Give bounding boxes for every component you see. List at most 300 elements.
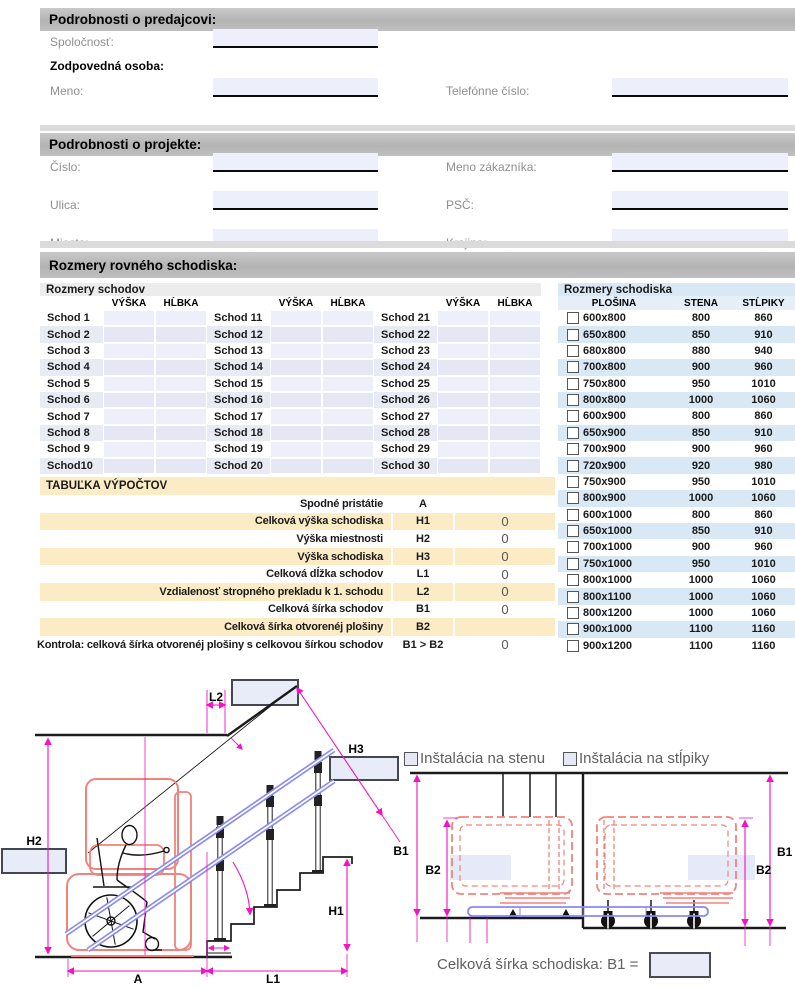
platform-size-cell (558, 623, 670, 635)
stair-label: Schod 30 (374, 458, 437, 474)
platform-size-label: 800x1000 (583, 574, 632, 587)
platform-size-label: 900x1000 (583, 623, 632, 636)
stair-depth-input[interactable] (155, 376, 207, 392)
stair-height-input[interactable] (270, 376, 322, 392)
name-input[interactable] (213, 78, 378, 97)
platform-size-checkbox[interactable] (567, 329, 579, 341)
platform-size-label: 800x1100 (583, 590, 632, 603)
dim-label-b1: B1 (393, 844, 409, 858)
customer-label: Meno zákazníka: (446, 160, 537, 174)
number-input[interactable] (213, 153, 378, 172)
calc-row-label-text: Kontrola: celková šírka otvorenéj plošiny s celkovou šírkou schodov (36, 638, 383, 651)
calc-row (40, 530, 555, 548)
platform-size-cell (558, 410, 670, 422)
stair-depth-input[interactable] (489, 310, 541, 326)
stair-height-input[interactable] (437, 343, 489, 359)
platform-row (558, 392, 795, 408)
stair-height-input[interactable] (103, 408, 155, 424)
platform-size-label: 700x800 (583, 361, 626, 374)
platform-row (558, 539, 795, 555)
zip-input[interactable] (612, 191, 788, 210)
stair-height-input[interactable] (103, 343, 155, 359)
stair-label: Schod 9 (47, 443, 90, 456)
dim-label-b1-right: B1 (777, 845, 793, 859)
platform-row (558, 621, 795, 637)
platform-size-checkbox[interactable] (567, 525, 579, 537)
dim-label-b2-left: B2 (425, 863, 441, 877)
platform-row (558, 588, 795, 604)
calc-row-value[interactable]: 0 (501, 566, 509, 582)
platform-size-checkbox[interactable] (567, 640, 579, 652)
platform-size-label: 650x1000 (583, 525, 632, 538)
stair-height-input[interactable] (103, 458, 155, 474)
platform-size-label: 700x1000 (583, 541, 632, 554)
street-label: Ulica: (50, 198, 81, 212)
platform-stena-value: 900 (691, 443, 711, 456)
platform-stlpiky-value: 1060 (751, 574, 776, 587)
calc-row (40, 548, 555, 566)
spacer (40, 296, 103, 310)
divider-strip (40, 241, 795, 248)
stair-depth-input[interactable] (489, 408, 541, 424)
platform-size-checkbox[interactable] (567, 476, 579, 488)
calculation-table (36, 477, 555, 653)
platform-size-cell (558, 329, 670, 341)
platform-row (558, 441, 795, 457)
stair-height-input[interactable] (437, 359, 489, 375)
calc-row (40, 601, 555, 619)
calc-row-label (40, 513, 393, 531)
stair-height-input[interactable] (103, 359, 155, 375)
calc-row (40, 513, 555, 531)
calc-row-value[interactable]: 0 (501, 584, 509, 600)
zip-label: PSČ: (446, 198, 475, 212)
phone-label: Telefónne číslo: (446, 84, 530, 98)
col-header-vyska: VÝŠKA (278, 297, 314, 309)
number-label: Číslo: (50, 160, 81, 174)
platform-stena-value: 900 (691, 361, 711, 374)
platform-size-cell (558, 640, 670, 652)
stair-label: Schod 21 (381, 312, 430, 325)
platform-stlpiky-value: 1060 (751, 394, 776, 407)
stair-row (40, 376, 541, 392)
stair-label: Schod 12 (207, 326, 270, 342)
stair-height-input[interactable] (103, 441, 155, 457)
stair-label: Schod 24 (374, 359, 437, 375)
platform-size-checkbox[interactable] (567, 591, 579, 603)
platform-stlpiky-value: 1060 (751, 590, 776, 603)
divider-strip (40, 125, 795, 131)
stair-depth-input[interactable] (322, 326, 374, 342)
project-section-header: Podrobnosti o projekte: (40, 133, 795, 156)
platform-stlpiky-value: 910 (754, 426, 773, 439)
stair-height-input[interactable] (270, 343, 322, 359)
stair-height-input[interactable] (270, 408, 322, 424)
stair-depth-input[interactable] (489, 458, 541, 474)
stair-height-input[interactable] (103, 425, 155, 441)
stair-label: Schod 17 (214, 410, 263, 423)
calc-row-code: A (393, 495, 455, 513)
stair-depth-input[interactable] (489, 326, 541, 342)
stair-height-input[interactable] (103, 376, 155, 392)
stair-label: Schod 16 (207, 392, 270, 408)
platform-size-cell (558, 312, 670, 324)
stair-depth-input[interactable] (155, 343, 207, 359)
platform-size-checkbox[interactable] (567, 427, 579, 439)
calc-row-code: B1 > B2 (393, 636, 455, 654)
platform-size-label: 750x900 (583, 475, 626, 488)
stair-height-input[interactable] (437, 408, 489, 424)
platform-stlpiky-value: 860 (754, 410, 773, 423)
stair-label: Schod 6 (40, 392, 103, 408)
stair-label: Schod 5 (47, 377, 90, 390)
stair-depth-input[interactable] (155, 359, 207, 375)
platform-size-cell (558, 361, 670, 373)
platform-stlpiky-value: 1010 (751, 377, 776, 390)
platform-row (558, 638, 795, 654)
stair-depth-input[interactable] (322, 359, 374, 375)
calc-row-code: H3 (393, 548, 455, 566)
stair-label: Schod 8 (40, 425, 103, 441)
platform-size-checkbox[interactable] (567, 378, 579, 390)
b2-left-input-box[interactable] (450, 855, 511, 880)
platform-size-checkbox[interactable] (567, 460, 579, 472)
platform-table-header (558, 296, 795, 310)
platform-size-checkbox[interactable] (567, 492, 579, 504)
stair-depth-input[interactable] (322, 458, 374, 474)
stair-height-input[interactable] (437, 392, 489, 408)
calc-row-label (40, 601, 393, 619)
platform-size-cell (558, 460, 670, 472)
stair-height-input[interactable] (270, 359, 322, 375)
calc-row (40, 565, 555, 583)
calc-row-value[interactable]: 0 (501, 531, 509, 547)
platform-stena-value: 800 (691, 312, 711, 325)
platform-size-checkbox[interactable] (567, 541, 579, 553)
stair-depth-input[interactable] (322, 425, 374, 441)
calc-table-title: TABUĽKA VÝPOČTOV (40, 477, 555, 495)
stair-depth-input[interactable] (155, 458, 207, 474)
col-header-hlbka: HĹBKA (497, 297, 533, 309)
platform-table-title: Rozmery schodiska (558, 283, 795, 296)
stair-height-input[interactable] (270, 425, 322, 441)
stair-height-input[interactable] (437, 310, 489, 326)
platform-size-label: 650x800 (583, 328, 626, 341)
h2-input-box[interactable] (2, 849, 66, 873)
stair-depth-input[interactable] (489, 441, 541, 457)
stair-height-input[interactable] (103, 392, 155, 408)
platform-row (558, 572, 795, 588)
platform-size-checkbox[interactable] (567, 394, 579, 406)
platform-stlpiky-value: 940 (754, 344, 773, 357)
platform-stlpiky-value: 860 (754, 508, 773, 521)
calc-row-code: L2 (393, 583, 455, 601)
stair-height-input[interactable] (270, 441, 322, 457)
install-posts-label: Inštalácia na stĺpiky (579, 750, 710, 767)
platform-size-cell (558, 525, 670, 537)
platform-size-cell (558, 378, 670, 390)
calc-row-label-text: Výška schodiska (297, 550, 383, 563)
platform-size-cell (558, 574, 670, 586)
platform-row (558, 326, 795, 342)
platform-size-checkbox[interactable] (567, 345, 579, 357)
platform-size-label: 900x1200 (583, 639, 632, 652)
platform-stlpiky-value: 910 (754, 328, 773, 341)
stair-label: Schod10 (40, 458, 103, 474)
spacer (374, 296, 437, 310)
platform-size-label: 800x800 (583, 394, 626, 407)
platform-size-label: 750x1000 (583, 557, 632, 570)
platform-size-label: 600x1000 (583, 508, 632, 521)
platform-size-label: 800x1200 (583, 606, 632, 619)
platform-size-label: 720x900 (583, 459, 626, 472)
platform-stena-value: 1000 (688, 574, 714, 587)
stair-height-input[interactable] (437, 441, 489, 457)
col-header-hlbka: HĹBKA (163, 297, 199, 309)
platform-stlpiky-value: 910 (754, 525, 773, 538)
stair-label: Schod 29 (381, 443, 430, 456)
stair-depth-input[interactable] (322, 408, 374, 424)
platform-stena-value: 1100 (689, 639, 713, 652)
platform-size-checkbox[interactable] (567, 361, 579, 373)
calc-row-label (40, 618, 393, 636)
platform-stlpiky-value: 1010 (751, 475, 776, 488)
calc-row (36, 636, 555, 654)
stair-depth-input[interactable] (155, 310, 207, 326)
platform-size-cell (558, 607, 670, 619)
platform-stena-value: 950 (691, 557, 711, 570)
platform-row (558, 310, 795, 326)
spacer (207, 296, 270, 310)
technical-drawing (0, 655, 795, 989)
calc-row-code: H2 (393, 530, 455, 548)
calc-row-code: L1 (393, 565, 455, 583)
company-label: Spoločnosť: (50, 35, 114, 49)
platform-size-cell (558, 476, 670, 488)
stair-depth-input[interactable] (489, 359, 541, 375)
company-input[interactable] (213, 29, 378, 48)
calc-row-value[interactable]: 0 (501, 513, 509, 529)
platform-size-label: 750x800 (583, 377, 626, 390)
responsible-person-label: Zodpovedná osoba: (50, 59, 164, 73)
platform-size-checkbox[interactable] (567, 312, 579, 324)
stair-depth-input[interactable] (155, 326, 207, 342)
platform-size-label: 600x800 (583, 312, 626, 325)
customer-input[interactable] (612, 153, 788, 172)
stair-height-input[interactable] (270, 458, 322, 474)
platform-size-cell (558, 509, 670, 521)
stair-height-input[interactable] (103, 326, 155, 342)
calc-row-code: H1 (393, 513, 455, 531)
platform-size-checkbox[interactable] (567, 509, 579, 521)
stair-label: Schod 1 (47, 312, 90, 325)
phone-input[interactable] (612, 78, 788, 97)
platform-stena-value: 850 (691, 426, 711, 439)
platform-stena-value: 1000 (688, 590, 714, 603)
platform-stena-value: 920 (691, 459, 711, 472)
calc-row-label (40, 565, 393, 583)
platform-row (558, 376, 795, 392)
castor-wheels (601, 911, 701, 929)
stair-depth-input[interactable] (155, 392, 207, 408)
h3-input-box[interactable] (330, 757, 398, 780)
calc-row-value[interactable]: 0 (501, 601, 509, 617)
platform-stlpiky-value: 960 (754, 443, 773, 456)
dim-label-h1: H1 (328, 904, 344, 918)
install-wall-label: Inštalácia na stenu (420, 750, 546, 767)
stair-depth-input[interactable] (155, 425, 207, 441)
stair-row (40, 343, 541, 359)
stair-label: Schod 7 (47, 410, 90, 423)
platform-stena-value: 1000 (688, 606, 714, 619)
staircase-section-header: Rozmery rovného schodiska: (40, 252, 795, 278)
calc-row-value[interactable]: 0 (501, 637, 509, 653)
platform-size-cell (558, 345, 670, 357)
calc-row (40, 583, 555, 601)
dim-label-a: A (133, 972, 143, 986)
platform-size-checkbox[interactable] (567, 410, 579, 422)
stair-depth-input[interactable] (155, 441, 207, 457)
calc-row-code: B2 (393, 618, 455, 636)
stair-height-input[interactable] (270, 310, 322, 326)
stair-depth-input[interactable] (489, 392, 541, 408)
stair-depth-input[interactable] (322, 343, 374, 359)
stair-label: Schod 11 (214, 312, 263, 325)
platform-size-label: 600x900 (583, 410, 626, 423)
platform-stlpiky-value: 1010 (751, 557, 776, 570)
dim-label-l2: L2 (208, 690, 224, 704)
stair-depth-input[interactable] (322, 392, 374, 408)
stair-label: Schod 13 (214, 344, 263, 357)
stair-depth-input[interactable] (489, 343, 541, 359)
platform-stlpiky-value: 860 (754, 312, 773, 325)
handrail-posts (214, 751, 324, 942)
total-width-caption: Celková šírka schodiska: B1 = (437, 956, 639, 973)
platform-stena-value: 850 (691, 328, 711, 341)
stair-height-input[interactable] (270, 392, 322, 408)
stair-height-input[interactable] (103, 310, 155, 326)
col-header-vyska: VÝŠKA (445, 297, 481, 309)
stair-label: Schod 18 (207, 425, 270, 441)
platform-stena-value: 950 (691, 475, 711, 488)
platform-size-checkbox[interactable] (567, 574, 579, 586)
platform-stena-value: 880 (691, 344, 711, 357)
stair-label: Schod 2 (40, 326, 103, 342)
calc-row-label (40, 548, 393, 566)
platform-size-checkbox[interactable] (567, 607, 579, 619)
install-wall-checkbox[interactable] (404, 752, 418, 766)
platform-row (558, 425, 795, 441)
platform-stlpiky-value: 1060 (751, 606, 776, 619)
col-header-vyska: VÝŠKA (111, 297, 147, 309)
stair-label: Schod 22 (374, 326, 437, 342)
col-header-plosina: PLOŠINA (591, 297, 637, 309)
stair-depth-input[interactable] (489, 376, 541, 392)
street-input[interactable] (213, 191, 378, 210)
platform-row (558, 507, 795, 523)
platform-size-label: 650x900 (583, 426, 626, 439)
stair-row (40, 425, 541, 441)
platform-size-cell (558, 427, 670, 439)
stair-height-input[interactable] (270, 326, 322, 342)
platform-size-cell (558, 558, 670, 570)
platform-row (558, 523, 795, 539)
calc-row-label-text: Celková šírka schodov (267, 603, 383, 616)
platform-size-label: 700x900 (583, 443, 626, 456)
calc-row (40, 495, 555, 513)
calc-row-label (40, 495, 393, 513)
col-header-hlbka: HĹBKA (330, 297, 366, 309)
stair-row (40, 310, 541, 326)
platform-stena-value: 1000 (688, 492, 714, 505)
stair-label: Schod 20 (207, 458, 270, 474)
dim-label-h3: H3 (348, 742, 364, 756)
stair-depth-input[interactable] (322, 376, 374, 392)
install-posts-checkbox[interactable] (563, 752, 577, 766)
stair-depth-input[interactable] (322, 310, 374, 326)
stair-height-input[interactable] (437, 425, 489, 441)
platform-row (558, 490, 795, 506)
platform-size-checkbox[interactable] (567, 558, 579, 570)
stair-table-header (40, 296, 541, 310)
platform-stlpiky-value: 1060 (751, 492, 776, 505)
platform-row (558, 359, 795, 375)
platform-stlpiky-value: 980 (754, 459, 773, 472)
platform-stlpiky-value: 960 (754, 361, 773, 374)
platform-row (558, 605, 795, 621)
platform-stena-value: 950 (691, 377, 711, 390)
calc-row-label (40, 583, 393, 601)
stair-dimensions-table (40, 283, 541, 474)
name-label: Meno: (50, 84, 84, 98)
stair-row (40, 359, 541, 375)
calc-row-label (40, 530, 393, 548)
stair-label: Schod 14 (207, 359, 270, 375)
platform-row (558, 474, 795, 490)
calc-row-label (36, 636, 393, 654)
platform-size-checkbox[interactable] (567, 623, 579, 635)
stair-height-input[interactable] (437, 326, 489, 342)
platform-row (558, 556, 795, 572)
calc-row-value[interactable]: 0 (501, 549, 509, 565)
platform-stena-value: 800 (691, 508, 711, 521)
stair-label: Schod 28 (374, 425, 437, 441)
calc-row-label-text: Výška miestnosti (296, 532, 383, 545)
stair-height-input[interactable] (437, 376, 489, 392)
stair-row (40, 458, 541, 474)
dim-label-l1: L1 (265, 972, 281, 986)
stair-depth-input[interactable] (489, 425, 541, 441)
stair-label: Schod 25 (381, 377, 430, 390)
platform-stlpiky-value: 1160 (751, 623, 776, 636)
platform-size-checkbox[interactable] (567, 443, 579, 455)
calc-row-label-text: Celková výška schodiska (254, 515, 383, 528)
platform-stena-value: 1100 (689, 623, 713, 636)
stair-height-input[interactable] (437, 458, 489, 474)
stair-label: Schod 19 (214, 443, 263, 456)
platform-size-cell (558, 591, 670, 603)
stair-depth-input[interactable] (322, 441, 374, 457)
dim-label-h2: H2 (26, 834, 42, 848)
stair-label: Schod 15 (214, 377, 263, 390)
total-width-input[interactable] (649, 952, 711, 978)
stair-row (40, 441, 541, 457)
stair-depth-input[interactable] (155, 408, 207, 424)
stair-label: Schod 27 (381, 410, 430, 423)
dim-label-b2-right: B2 (756, 863, 772, 877)
platform-size-label: 800x900 (583, 492, 626, 505)
stair-row (40, 326, 541, 342)
